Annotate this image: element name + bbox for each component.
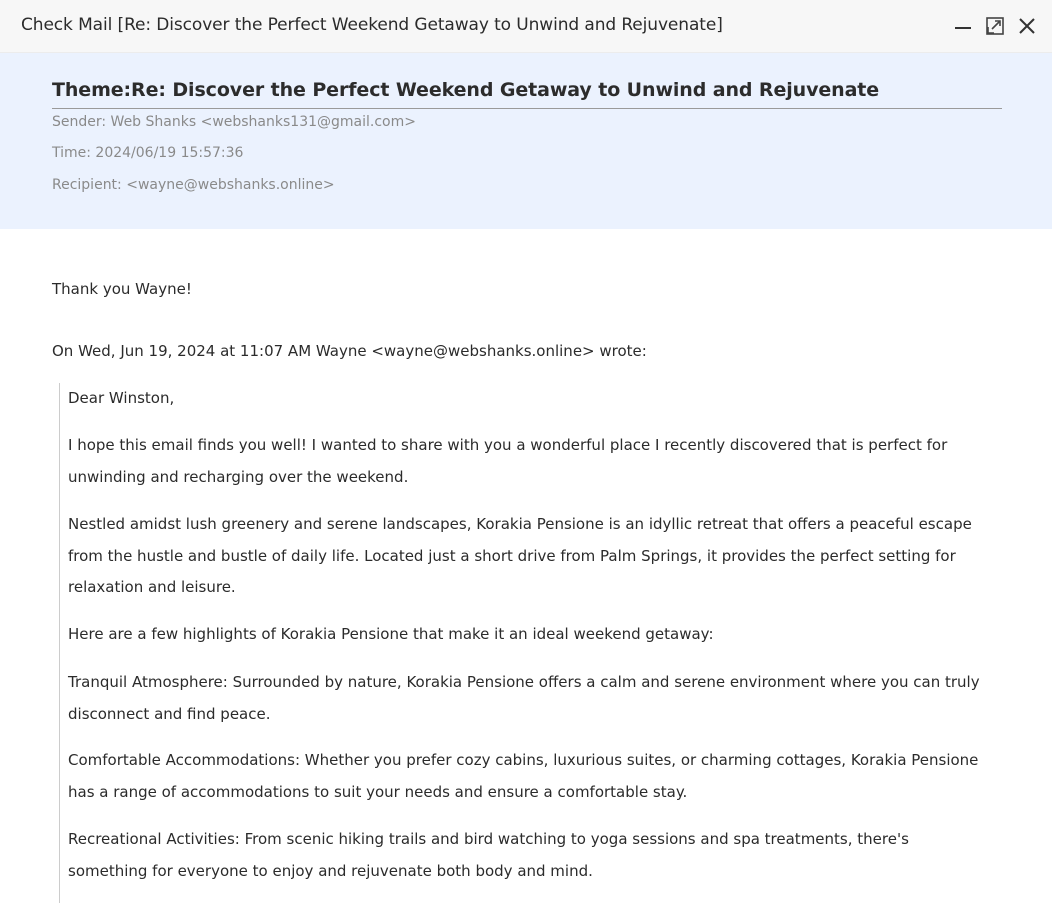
title-bar [0, 0, 1052, 53]
minimize-button[interactable] [952, 15, 974, 37]
mail-header [0, 53, 1052, 229]
mail-sender: Sender: Web Shanks <webshanks131@gmail.com> [52, 114, 416, 130]
quoted-paragraph: Dear Winston, [68, 389, 175, 407]
quoted-paragraph: I hope this email finds you well! I wanted to share with you a wonderful place I recently discovered that is perfect for unwinding and recharging over the weekend. [68, 436, 948, 486]
quoted-paragraph: Nestled amidst lush greenery and serene landscapes, Korakia Pensione is an idyllic retreat that offers a peaceful escape from the hustle and bustle of daily life. Located just a short drive from Palm Springs, it provides the perfect setting for relaxation and leisure. [68, 515, 972, 596]
quote-attribution: On Wed, Jun 19, 2024 at 11:07 AM Wayne <wayne@webshanks.online> wrote: [52, 342, 647, 360]
minimize-icon [952, 15, 974, 37]
close-icon [1016, 15, 1038, 37]
quoted-paragraph: Comfortable Accommodations: Whether you prefer cozy cabins, luxurious suites, or charming cottages, Korakia Pensione has a range of accommodations to suit your needs and ensure a comfortable stay. [68, 751, 979, 801]
window-title: Check Mail [Re: Discover the Perfect Weekend Getaway to Unwind and Rejuvenate] [21, 15, 723, 35]
quoted-paragraph: Tranquil Atmosphere: Surrounded by nature, Korakia Pensione offers a calm and serene environment where you can truly disconnect and find peace. [68, 673, 980, 723]
subject-row [52, 79, 1002, 109]
mail-recipient: Recipient: <wayne@webshanks.online> [52, 177, 335, 193]
mail-time: Time: 2024/06/19 15:57:36 [52, 145, 244, 161]
maximize-icon [984, 15, 1006, 37]
reply-greeting: Thank you Wayne! [52, 280, 192, 298]
close-button[interactable] [1016, 15, 1038, 37]
quoted-paragraph: Here are a few highlights of Korakia Pensione that make it an ideal weekend getaway: [68, 625, 714, 643]
mail-subject: Theme:Re: Discover the Perfect Weekend Getaway to Unwind and Rejuvenate [52, 79, 880, 101]
quoted-message [59, 383, 999, 903]
maximize-button[interactable] [984, 15, 1006, 37]
mail-body [0, 229, 1052, 903]
quoted-paragraph: Recreational Activities: From scenic hiking trails and bird watching to yoga sessions and spa treatments, there's something for everyone to enjoy and rejuvenate both body and mind. [68, 830, 909, 880]
